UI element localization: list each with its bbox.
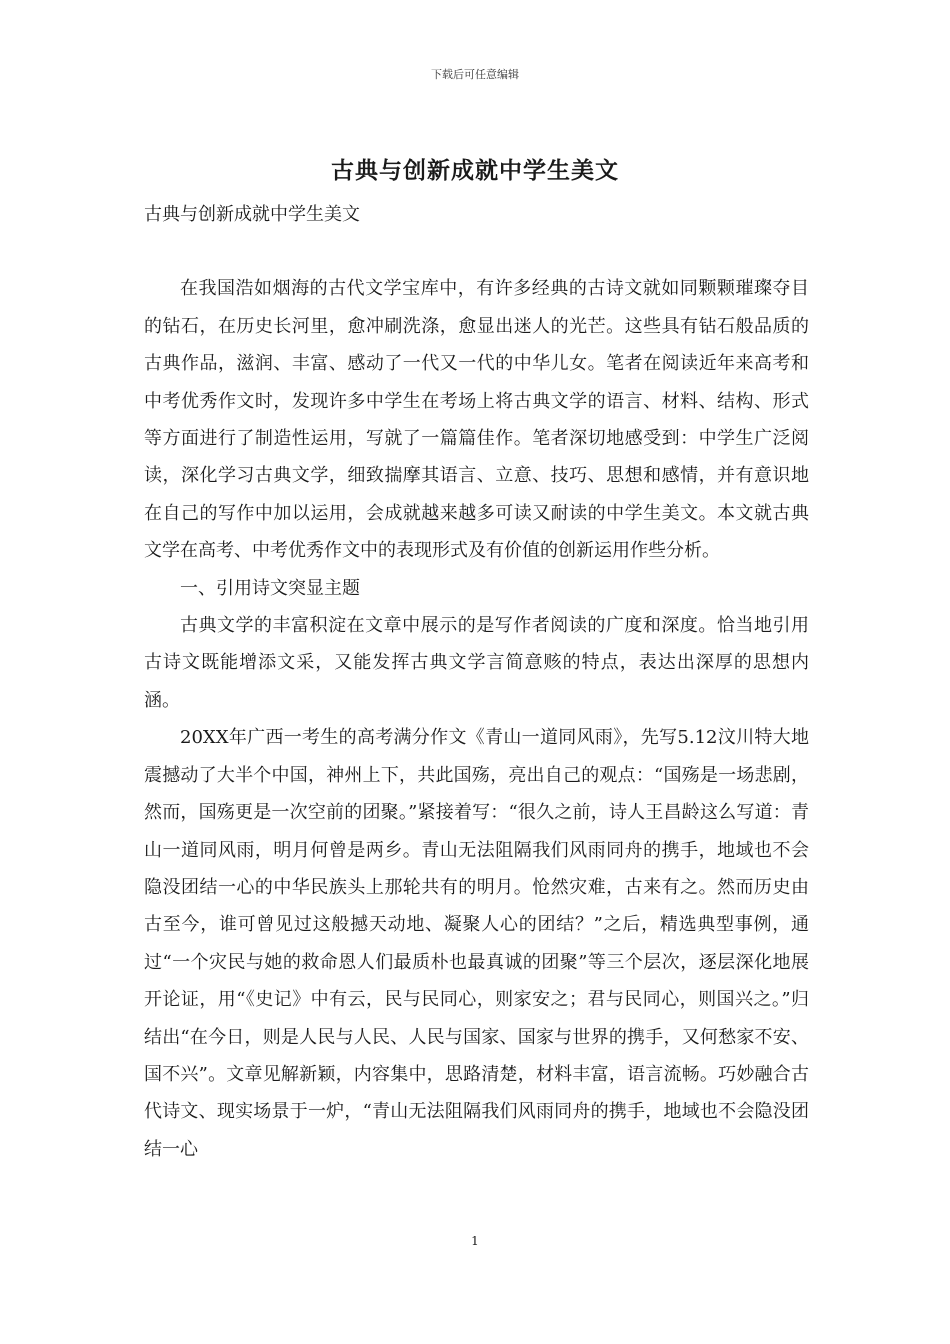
document-body	[144, 196, 809, 1168]
page-number: 1	[471, 1234, 479, 1248]
header-note: 下载后可任意编辑	[431, 68, 519, 81]
paragraph: 20XX年广西一考生的高考满分作文《青山一道同风雨》，先写5.12汶川特大地震撼动了大半个中国，神州上下，共此国殇，亮出自己的观点：“国殇是一场悲剧，然而，国殇更是一次空前的团聚。”紧接着写：“很久之前，诗人王昌龄这么写道：青山一道同风雨，明月何曾是两乡。青山无法阻隔我们风雨同舟的携手，地域也不会隐没团结一心的中华民族头上那轮共有的明月。怆然灾难，古来有之。然而历史由古至今，谁可曾见过这般撼天动地、凝聚人心的团结？”之后，精选典型事例，通过“一个灾民与她的救命恩人们最质朴也最真诚的团聚”等三个层次，逐层深化地展开论证，用“《史记》中有云，民与民同心，则家安之；君与民同心，则国兴之。”归结出“在今日，则是人民与人民、人民与国家、国家与世界的携手，又何愁家不安、国不兴”。文章见解新颖，内容集中，思路清楚，材料丰富，语言流畅。巧妙融合古代诗文、现实场景于一炉，“青山无法阻隔我们风雨同舟的携手，地域也不会隐没团结一心	[144, 727, 809, 1160]
subtitle: 古典与创新成就中学生美文	[144, 204, 360, 225]
page-title: 古典与创新成就中学生美文	[331, 157, 619, 184]
section-heading: 一、引用诗文突显主题	[180, 577, 360, 599]
paragraph-intro: 在我国浩如烟海的古代文学宝库中，有许多经典的古诗文就如同颗颗璀璨夺目的钻石，在历史长河里，愈冲刷洗涤，愈显出迷人的光芒。这些具有钻石般品质的古典作品，滋润、丰富、感动了一代又一代的中华儿女。笔者在阅读近年来高考和中考优秀作文时，发现许多中学生在考场上将古典文学的语言、材料、结构、形式等方面进行了制造性运用，写就了一篇篇佳作。笔者深切地感受到：中学生广泛阅读，深化学习古典文学，细致揣摩其语言、立意、技巧、思想和感情，并有意识地在自己的写作中加以运用，会成就越来越多可读又耐读的中学生美文。本文就古典文学在高考、中考优秀作文中的表现形式及有价值的创新运用作些分析。	[144, 278, 809, 562]
paragraph: 古典文学的丰富积淀在文章中展示的是写作者阅读的广度和深度。恰当地引用古诗文既能增添文采，又能发挥古典文学言简意赅的特点，表达出深厚的思想内涵。	[144, 615, 809, 711]
